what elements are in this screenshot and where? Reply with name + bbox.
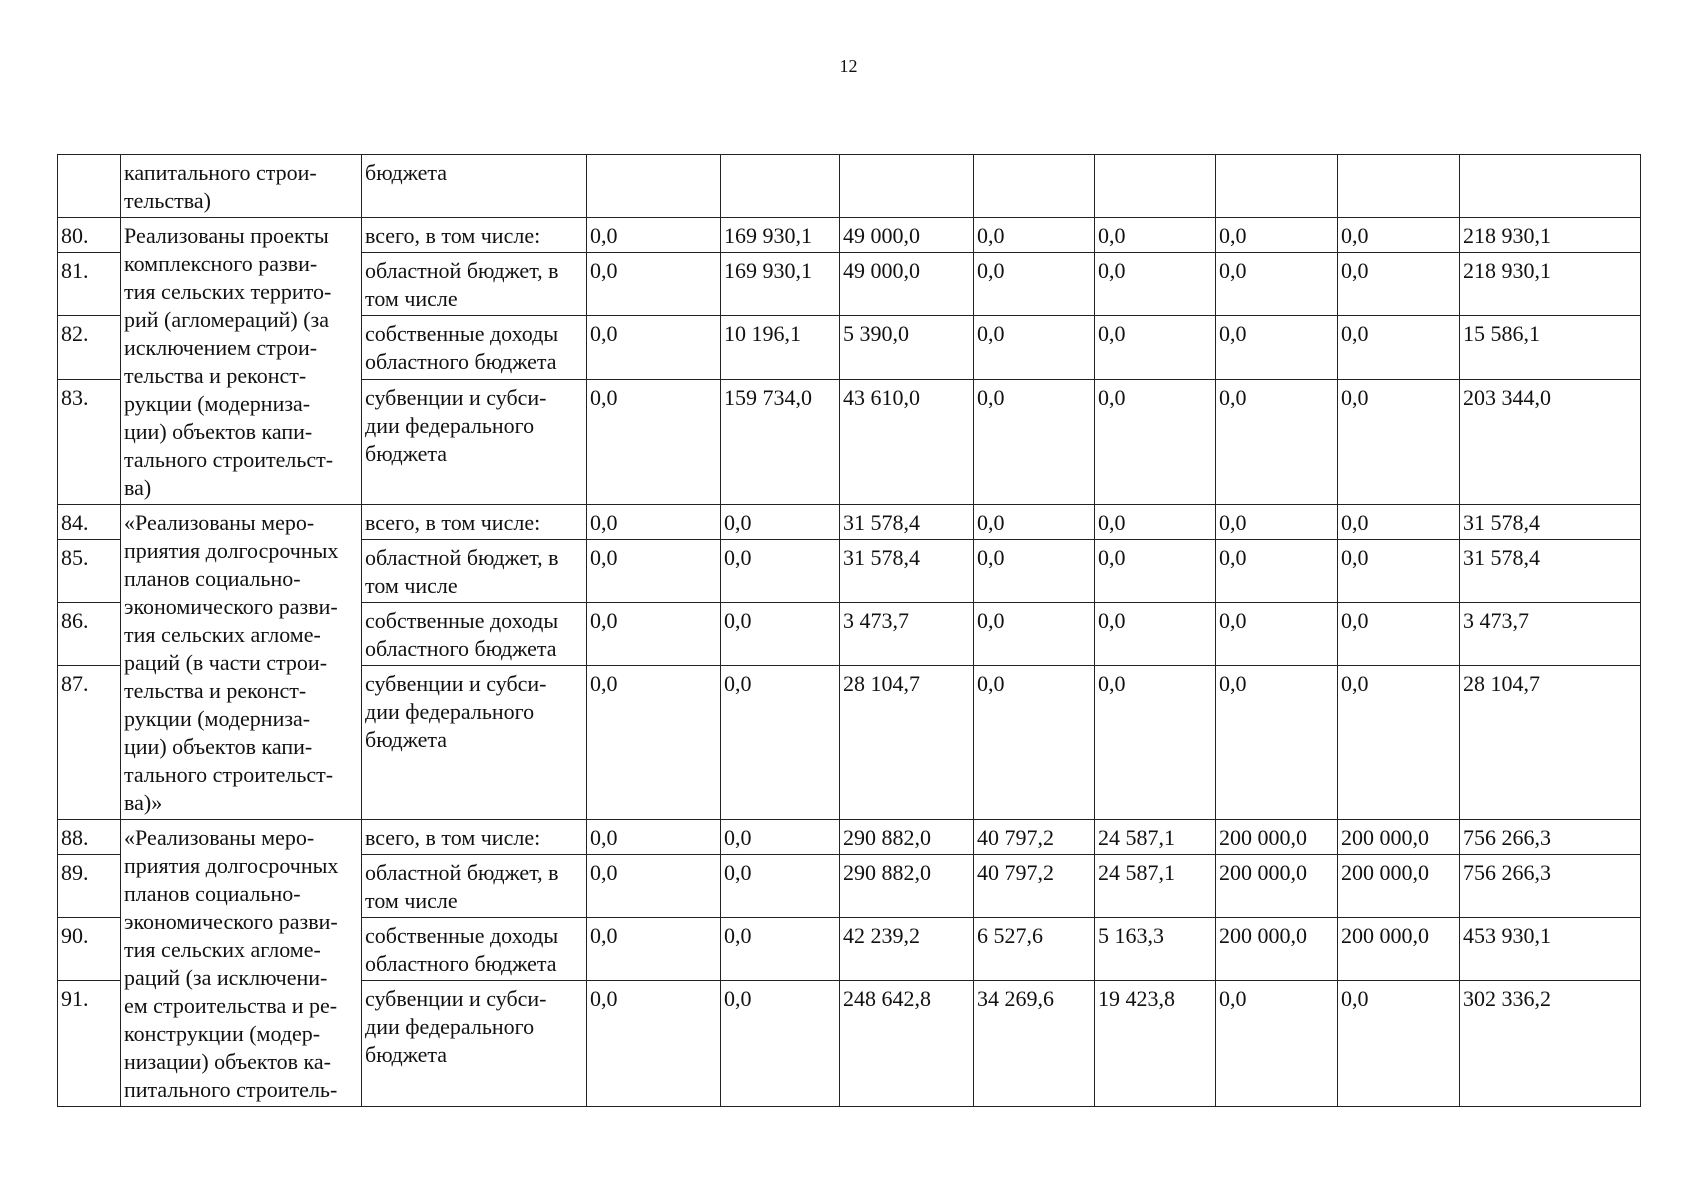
funding-source-cell: субвенции и субси- дии федерального бюджета (362, 666, 587, 820)
value-cell (587, 155, 721, 218)
funding-source-cell: всего, в том числе: (362, 505, 587, 540)
value-cell: 0,0 (1338, 379, 1460, 504)
value-cell: 40 797,2 (974, 820, 1095, 855)
value-cell: 0,0 (1338, 666, 1460, 820)
value-cell: 0,0 (1338, 505, 1460, 540)
value-cell: 40 797,2 (974, 855, 1095, 918)
value-cell (974, 155, 1095, 218)
value-cell (721, 155, 840, 218)
table-row (58, 218, 1641, 253)
value-cell: 0,0 (721, 603, 840, 666)
value-cell: 49 000,0 (840, 218, 974, 253)
value-cell: 200 000,0 (1216, 820, 1338, 855)
value-cell: 453 930,1 (1460, 918, 1641, 981)
value-cell: 0,0 (587, 505, 721, 540)
value-cell: 0,0 (587, 603, 721, 666)
description-cell: капитального строи- тельства) (121, 155, 362, 218)
value-cell: 31 578,4 (1460, 540, 1641, 603)
row-number-cell: 82. (58, 316, 121, 379)
value-cell: 0,0 (1095, 379, 1216, 504)
description-cell: Реализованы проекты комплексного разви- тия сельских террито- рий (агломераций) (за исключением строи- тельства и реконст- рукции (модерниза- ции) объектов капи- тального строительст- ва) (121, 218, 362, 505)
value-cell: 169 930,1 (721, 218, 840, 253)
value-cell: 10 196,1 (721, 316, 840, 379)
value-cell: 42 239,2 (840, 918, 974, 981)
value-cell: 5 390,0 (840, 316, 974, 379)
value-cell: 756 266,3 (1460, 855, 1641, 918)
value-cell: 0,0 (974, 505, 1095, 540)
row-number-cell: 84. (58, 505, 121, 540)
value-cell (1095, 155, 1216, 218)
page-number: 12 (839, 56, 858, 76)
value-cell: 218 930,1 (1460, 253, 1641, 316)
value-cell: 0,0 (1095, 666, 1216, 820)
row-number-cell: 83. (58, 379, 121, 504)
value-cell: 0,0 (1338, 218, 1460, 253)
value-cell: 218 930,1 (1460, 218, 1641, 253)
value-cell: 0,0 (1216, 981, 1338, 1107)
value-cell: 0,0 (1216, 505, 1338, 540)
value-cell: 0,0 (587, 855, 721, 918)
funding-source-cell: собственные доходы областного бюджета (362, 918, 587, 981)
value-cell: 0,0 (1216, 379, 1338, 504)
funding-source-cell: субвенции и субси- дии федерального бюджета (362, 379, 587, 504)
row-number-cell: 80. (58, 218, 121, 253)
value-cell: 0,0 (587, 820, 721, 855)
value-cell: 0,0 (1338, 603, 1460, 666)
value-cell: 0,0 (721, 855, 840, 918)
value-cell: 0,0 (1216, 666, 1338, 820)
table-body (58, 155, 1641, 1107)
value-cell: 6 527,6 (974, 918, 1095, 981)
value-cell: 15 586,1 (1460, 316, 1641, 379)
row-number-cell: 85. (58, 540, 121, 603)
value-cell: 0,0 (1095, 540, 1216, 603)
value-cell: 0,0 (974, 379, 1095, 504)
value-cell: 0,0 (1216, 316, 1338, 379)
value-cell: 200 000,0 (1216, 918, 1338, 981)
value-cell: 200 000,0 (1338, 918, 1460, 981)
funding-source-cell: субвенции и субси- дии федерального бюджета (362, 981, 587, 1107)
value-cell: 0,0 (974, 316, 1095, 379)
value-cell: 34 269,6 (974, 981, 1095, 1107)
value-cell (1338, 155, 1460, 218)
funding-source-cell: всего, в том числе: (362, 820, 587, 855)
value-cell: 0,0 (1216, 603, 1338, 666)
value-cell: 0,0 (587, 918, 721, 981)
row-number-cell: 87. (58, 666, 121, 820)
funding-source-cell: областной бюджет, в том числе (362, 253, 587, 316)
value-cell: 0,0 (1095, 505, 1216, 540)
value-cell: 0,0 (721, 981, 840, 1107)
value-cell: 49 000,0 (840, 253, 974, 316)
value-cell: 0,0 (1216, 218, 1338, 253)
value-cell: 0,0 (721, 666, 840, 820)
value-cell: 31 578,4 (840, 505, 974, 540)
row-number-cell: 89. (58, 855, 121, 918)
value-cell: 0,0 (1095, 253, 1216, 316)
value-cell: 0,0 (974, 540, 1095, 603)
description-cell: «Реализованы меро- приятия долгосрочных планов социально- экономического разви- тия сельских агломе- раций (за исключени- ем строительства и ре- конструкции (модер- низации) объектов ка- питального строитель- (121, 820, 362, 1107)
value-cell (1216, 155, 1338, 218)
value-cell: 0,0 (721, 505, 840, 540)
value-cell: 43 610,0 (840, 379, 974, 504)
value-cell: 31 578,4 (1460, 505, 1641, 540)
value-cell: 28 104,7 (1460, 666, 1641, 820)
value-cell: 159 734,0 (721, 379, 840, 504)
funding-source-cell: бюджета (362, 155, 587, 218)
value-cell: 0,0 (1338, 981, 1460, 1107)
funding-source-cell: областной бюджет, в том числе (362, 855, 587, 918)
funding-source-cell: собственные доходы областного бюджета (362, 316, 587, 379)
table-row-continued (58, 155, 1641, 218)
value-cell: 0,0 (1338, 253, 1460, 316)
value-cell: 0,0 (1338, 540, 1460, 603)
value-cell: 0,0 (1095, 603, 1216, 666)
funding-source-cell: всего, в том числе: (362, 218, 587, 253)
row-number-cell: 91. (58, 981, 121, 1107)
value-cell: 24 587,1 (1095, 855, 1216, 918)
row-number-cell (58, 155, 121, 218)
description-cell: «Реализованы меро- приятия долгосрочных планов социально- экономического разви- тия сельских агломе- раций (в части строи- тельства и реконст- рукции (модерниза- ции) объектов капи- тального строительст- ва)» (121, 505, 362, 820)
value-cell: 3 473,7 (1460, 603, 1641, 666)
value-cell: 203 344,0 (1460, 379, 1641, 504)
value-cell: 0,0 (587, 981, 721, 1107)
value-cell: 0,0 (587, 253, 721, 316)
value-cell: 200 000,0 (1338, 855, 1460, 918)
row-number-cell: 88. (58, 820, 121, 855)
value-cell: 0,0 (974, 666, 1095, 820)
value-cell: 31 578,4 (840, 540, 974, 603)
value-cell (1460, 155, 1641, 218)
value-cell: 0,0 (587, 316, 721, 379)
value-cell: 5 163,3 (1095, 918, 1216, 981)
table-row (58, 820, 1641, 855)
value-cell: 0,0 (587, 218, 721, 253)
value-cell: 0,0 (974, 603, 1095, 666)
value-cell: 248 642,8 (840, 981, 974, 1107)
value-cell: 3 473,7 (840, 603, 974, 666)
value-cell: 200 000,0 (1216, 855, 1338, 918)
funding-source-cell: областной бюджет, в том числе (362, 540, 587, 603)
value-cell (840, 155, 974, 218)
row-number-cell: 81. (58, 253, 121, 316)
value-cell: 0,0 (721, 540, 840, 603)
value-cell: 24 587,1 (1095, 820, 1216, 855)
value-cell: 28 104,7 (840, 666, 974, 820)
value-cell: 0,0 (587, 666, 721, 820)
value-cell: 302 336,2 (1460, 981, 1641, 1107)
budget-table (57, 154, 1641, 1107)
value-cell: 290 882,0 (840, 855, 974, 918)
value-cell: 0,0 (587, 379, 721, 504)
value-cell: 0,0 (1216, 253, 1338, 316)
value-cell: 19 423,8 (1095, 981, 1216, 1107)
table-row (58, 505, 1641, 540)
row-number-cell: 90. (58, 918, 121, 981)
value-cell: 0,0 (1338, 316, 1460, 379)
value-cell: 0,0 (587, 540, 721, 603)
value-cell: 0,0 (974, 253, 1095, 316)
value-cell: 0,0 (974, 218, 1095, 253)
value-cell: 0,0 (721, 918, 840, 981)
value-cell: 0,0 (1095, 316, 1216, 379)
value-cell: 0,0 (1095, 218, 1216, 253)
value-cell: 169 930,1 (721, 253, 840, 316)
funding-source-cell: собственные доходы областного бюджета (362, 603, 587, 666)
value-cell: 756 266,3 (1460, 820, 1641, 855)
value-cell: 290 882,0 (840, 820, 974, 855)
row-number-cell: 86. (58, 603, 121, 666)
value-cell: 0,0 (1216, 540, 1338, 603)
value-cell: 0,0 (721, 820, 840, 855)
value-cell: 200 000,0 (1338, 820, 1460, 855)
